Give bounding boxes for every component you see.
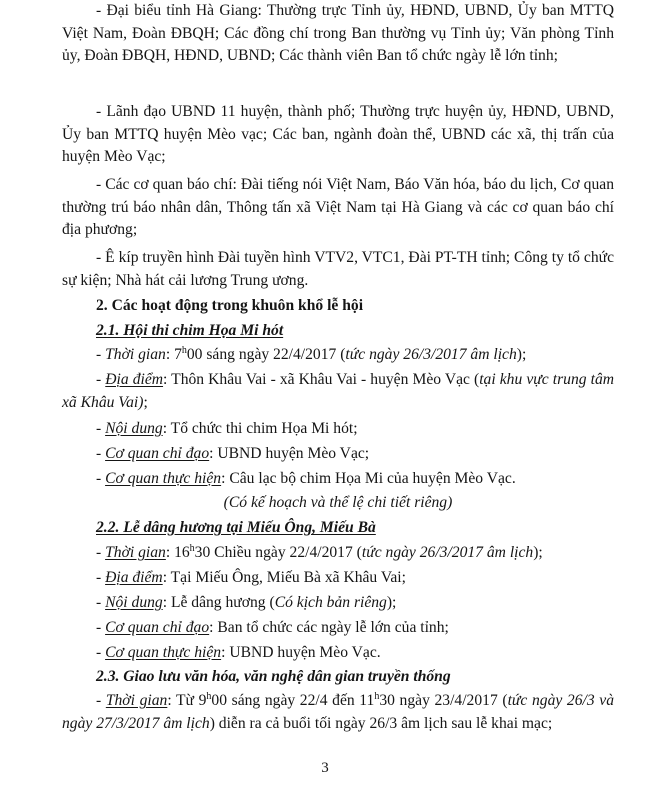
s21-place-text: : Thôn Khâu Vai - xã Khâu Vai - huyện Mèo Vạc (	[163, 371, 480, 388]
paragraph-guests-province: - Đại biểu tỉnh Hà Giang: Thường trực Tỉnh ủy, HĐND, UBND, Ủy ban MTTQ Việt Nam, Đoàn ĐBQH; Các đồng chí trong Ban thường vụ Tỉnh ủy; Văn phòng Tỉnh ủy, Đoàn ĐBQH, HĐND, UBND; Các thành viên Ban tổ chức ngày lễ lớn tỉnh;	[62, 2, 614, 64]
s22-place-text: : Tại Miếu Ông, Miếu Bà xã Khâu Vai;	[162, 569, 406, 586]
dash: -	[96, 346, 106, 363]
section-2-2-heading: 2.2. Lễ dâng hương tại Miếu Ông, Miếu Bà	[96, 519, 376, 536]
s21-executor-label: Cơ quan thực hiện	[105, 470, 222, 487]
dash: -	[96, 594, 106, 611]
s23-time-a: : Từ 9	[167, 692, 207, 709]
s21-place-end: ;	[143, 393, 148, 411]
s22-executor-line	[62, 642, 614, 665]
s21-place-label: Địa điểm	[105, 371, 164, 388]
s21-director-label: Cơ quan chỉ đạo	[105, 445, 210, 462]
s23-time-sup1: h	[206, 690, 212, 702]
dash: -	[96, 371, 106, 388]
s22-time-lunar: tức ngày 26/3/2017 âm lịch	[361, 544, 534, 561]
dash: -	[96, 470, 106, 487]
paragraph-guests-district: - Lãnh đạo UBND 11 huyện, thành phố; Thường trực huyện ủy, HĐND, UBND, Ủy ban MTTQ huyện Mèo vạc; Các ban, ngành đoàn thể, UBND các xã, thị trấn của huyện Mèo Vạc;	[62, 103, 614, 165]
s21-time-sup: h	[181, 344, 187, 356]
paragraph-guests-press: - Các cơ quan báo chí: Đài tiếng nói Việt Nam, Báo Văn hóa, báo du lịch, Cơ quan thường trú báo nhân dân, Thông tấn xã Việt Nam tại Hà Giang và các cơ quan báo chí địa phương;	[62, 176, 614, 238]
s23-time-sup2: h	[374, 690, 380, 702]
s23-time-lunar: tức ngày 26/3 và ngày 27/3/2017 âm lịch	[62, 692, 614, 732]
page-number: 3	[321, 760, 329, 776]
s21-place-line	[62, 369, 614, 414]
s21-executor-text: : Câu lạc bộ chim Họa Mi của huyện Mèo Vạc.	[221, 470, 516, 487]
s22-time-min: 30	[194, 544, 211, 561]
dash: -	[96, 420, 106, 437]
s22-content-text: : Lễ dâng hương (	[162, 594, 275, 611]
s22-content-label: Nội dung	[105, 594, 163, 611]
s22-content-line	[62, 592, 614, 615]
dash: -	[96, 544, 106, 561]
s21-time-hour: 7	[174, 346, 182, 363]
s22-executor-text: : UBND huyện Mèo Vạc.	[221, 644, 381, 661]
s21-time-lunar: tức ngày 26/3/2017 âm lịch	[345, 346, 517, 363]
paragraph-guests-tv: - Ê kíp truyền hình Đài tuyền hình VTV2, VTC1, Đài PT-TH tỉnh; Công ty tổ chức sự kiện; Nhà hát cải lương Trung ương.	[62, 249, 614, 289]
s22-director-line	[62, 617, 614, 640]
s22-time-end: );	[533, 544, 543, 561]
s22-time-hour: : 16	[165, 544, 190, 561]
s21-executor-line	[62, 468, 614, 491]
s21-content-line	[62, 418, 614, 441]
dash: -	[96, 644, 106, 661]
dash: -	[96, 445, 106, 462]
s22-director-text: : Ban tổ chức các ngày lễ lớn của tỉnh;	[209, 619, 449, 636]
colon: :	[165, 346, 175, 363]
s22-place-label: Địa điểm	[105, 569, 163, 586]
s21-time-min: 00	[186, 346, 203, 363]
s22-content-italic: Có kịch bản riêng	[274, 594, 387, 611]
s21-time-text: sáng ngày 22/4/2017 (	[202, 346, 346, 363]
section-2-3-heading: 2.3. Giao lưu văn hóa, văn nghệ dân gian truyền thống	[96, 668, 451, 685]
s23-time-line	[62, 690, 614, 735]
dash: -	[96, 619, 106, 636]
s21-director-text: : UBND huyện Mèo Vạc;	[209, 445, 370, 462]
section-2-heading: 2. Các hoạt động trong khuôn khổ lễ hội	[96, 297, 364, 314]
s22-director-label: Cơ quan chỉ đạo	[105, 619, 210, 636]
s21-place-italic: tại khu vực trung tâm xã Khâu Vai)	[62, 371, 614, 411]
s21-note: (Có kế hoạch và thể lệ chi tiết riêng)	[223, 494, 453, 511]
dash: -	[96, 569, 106, 586]
s21-director-line	[62, 443, 614, 466]
s21-time-end: );	[516, 346, 527, 363]
s22-executor-label: Cơ quan thực hiện	[105, 644, 222, 661]
section-2-1-heading: 2.1. Hội thi chim Họa Mi hót	[96, 322, 284, 339]
s22-time-text: Chiều ngày 22/4/2017 (	[210, 544, 362, 561]
s21-time-line	[62, 344, 614, 367]
s22-time-sup: h	[189, 542, 195, 554]
s22-place-line	[62, 567, 614, 590]
dash: -	[96, 692, 106, 709]
s23-time-b: 00 sáng ngày 22/4 đến 11	[211, 692, 375, 709]
s23-time-c: 30 ngày 23/4/2017 (	[379, 692, 508, 709]
s22-content-end: );	[386, 594, 397, 611]
s21-time-label: Thời gian	[105, 346, 166, 363]
s22-time-line	[62, 542, 614, 565]
s23-time-label: Thời gian	[105, 692, 168, 709]
s21-content-text: : Tổ chức thi chim Họa Mi hót;	[162, 420, 358, 437]
s22-time-label: Thời gian	[105, 544, 166, 561]
s21-content-label: Nội dung	[105, 420, 163, 437]
s23-time-end: ) diễn ra cả buổi tối ngày 26/3 âm lịch sau lễ khai mạc;	[209, 714, 553, 732]
